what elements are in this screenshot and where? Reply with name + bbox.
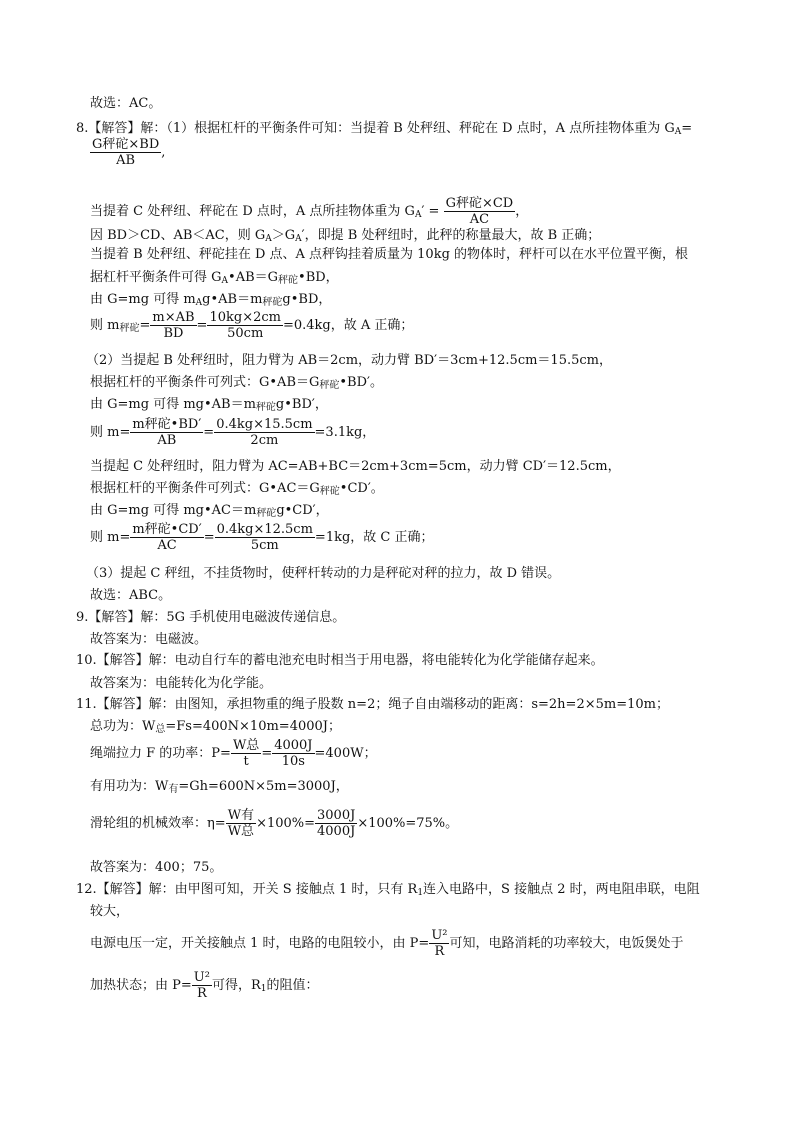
fraction <box>214 417 314 448</box>
text-span: 5cm <box>250 538 279 553</box>
text: 8.【解答】解：（1）根据杠杆的平衡条件可知：当提着 B 处秤纽、秤砣在 D 点时，A 点所挂物体重为 G <box>76 121 675 136</box>
formula-line <box>90 738 377 769</box>
text-line <box>90 459 621 475</box>
text-span: 由 G=mg 可得 mg•AC＝m <box>90 503 257 518</box>
text: ， <box>515 204 529 219</box>
text-span: 10.【解答】解：电动自行车的蓄电池充电时相当于用电器，将电能转化为化学能储存起来。 <box>76 653 604 668</box>
formula-line <box>90 417 375 448</box>
text-span: 10kg×2cm <box>209 310 281 325</box>
text: = <box>681 121 693 136</box>
text-span: 9.【解答】解：5G 手机使用电磁波传递信息。 <box>76 610 346 625</box>
text-span: U² <box>193 970 210 985</box>
text-span: 秤砣 <box>319 486 340 497</box>
text-span: AB <box>157 433 177 448</box>
text-span: W总 <box>232 738 260 753</box>
subscript: A <box>674 127 682 137</box>
denominator: AB <box>116 153 136 168</box>
fraction <box>226 808 256 839</box>
text: 当提着 C 处秤纽、秤砣在 D 点时，A 点所挂物体重为 G <box>90 204 415 219</box>
text-span: （2）当提起 B 处秤纽时，阻力臂为 AB＝2cm，动力臂 BD′＝3cm+12.5cm＝15.5cm， <box>86 353 612 368</box>
text-span: m秤砣•BD′ <box>132 417 202 432</box>
text-span: 则 m= <box>90 425 131 440</box>
text-span: •BD， <box>298 270 339 285</box>
text-line <box>76 610 345 626</box>
formula-line <box>90 196 528 227</box>
fraction <box>231 738 261 769</box>
text-span: =400W； <box>314 746 377 761</box>
denominator: AC <box>469 212 490 227</box>
text-span: m秤砣•CD′ <box>132 522 202 537</box>
text-span: = <box>203 425 215 440</box>
text-span: = <box>196 318 208 333</box>
text-span: ×100%= <box>256 816 316 831</box>
text-line <box>90 588 171 604</box>
text-span: 秤砣 <box>262 297 283 308</box>
text-span: 秤砣 <box>255 402 276 413</box>
text-span: U² <box>431 928 448 943</box>
text-span: =Fs=400N×10m=4000J； <box>165 719 341 734</box>
fraction <box>90 137 161 168</box>
text-span: g•AB＝m <box>202 292 263 307</box>
fraction <box>444 196 516 227</box>
text-span: 由 G=mg 可得 mg•AB＝m <box>90 397 256 412</box>
answer-line <box>90 96 161 112</box>
text-span: 0.4kg×12.5cm <box>216 522 313 537</box>
text-span: m×AB <box>152 310 195 325</box>
text-line <box>86 566 560 582</box>
text: 故选：AC。 <box>90 96 162 111</box>
text-span: g•BD′， <box>275 397 328 412</box>
fraction <box>130 417 203 448</box>
text-span: •CD′。 <box>339 481 384 496</box>
text-span: 4000J <box>317 824 356 839</box>
text-span: A <box>265 234 272 244</box>
text-span: 故答案为：电能转化为化学能。 <box>90 676 273 691</box>
text-line <box>90 228 600 247</box>
text-line <box>76 697 669 713</box>
text-span: 1 <box>260 984 267 994</box>
text-span: 则 m <box>90 318 120 333</box>
text-span: W有 <box>227 808 255 823</box>
text-span: 故答案为：400；75。 <box>90 860 223 875</box>
text: , <box>161 145 166 160</box>
text-span: 秤砣 <box>278 275 299 286</box>
text-line <box>90 632 207 648</box>
text-span: 有用功为：W <box>90 779 169 794</box>
text-span: AC <box>157 538 177 553</box>
fraction-line <box>90 137 165 168</box>
text-span: ′，即提 B 处秤纽时，此秤的称量最大，故 B 正确； <box>301 228 601 243</box>
text-line <box>90 503 329 522</box>
text-span: 有 <box>168 784 179 795</box>
text-line <box>90 719 341 738</box>
text-span: 可知，电路消耗的功率较大，电饭煲处于 <box>449 936 684 951</box>
text-span: 连入电路中，S 接触点 2 时，两电阻串联，电阻 <box>423 882 700 897</box>
text-line <box>90 860 222 876</box>
formula-line <box>90 970 319 1001</box>
text-line <box>76 653 604 669</box>
text-span: 2cm <box>250 433 279 448</box>
text-span: 较大， <box>90 904 130 919</box>
formula-line <box>90 522 434 553</box>
text-span: 由 G=mg 可得 m <box>90 292 196 307</box>
text-span: 秤砣 <box>119 323 140 334</box>
text-span: =3.1kg， <box>314 425 376 440</box>
text-span: t <box>243 754 249 769</box>
text-span: W总 <box>227 824 255 839</box>
q8-head <box>76 121 692 140</box>
text-span: BD <box>163 326 184 341</box>
text-span: 因 BD＞CD、AB＜AC，则 G <box>90 228 266 243</box>
text-line <box>90 481 384 500</box>
text-span: 据杠杆平衡条件可得 G <box>90 270 222 285</box>
text-span: A <box>295 234 302 244</box>
text-line <box>90 270 339 289</box>
text-span: 总 <box>155 724 166 735</box>
text-span: R <box>434 944 445 959</box>
text-span: •BD′。 <box>339 375 383 390</box>
formula-line <box>90 928 684 959</box>
text-span: g•CD′， <box>276 503 329 518</box>
fraction <box>272 738 314 769</box>
text-span: 故选：ABC。 <box>90 588 172 603</box>
fraction <box>192 970 212 1001</box>
text-span: A <box>195 298 203 308</box>
text-span: 0.4kg×15.5cm <box>216 417 313 432</box>
text-span: 电源电压一定，开关接触点 1 时，电路的电阻较小，由 P= <box>90 936 430 951</box>
text-span: = <box>203 530 215 545</box>
text-span: 绳端拉力 F 的功率：P= <box>90 746 231 761</box>
text: ′ = <box>421 204 440 219</box>
text-line <box>76 882 700 901</box>
fraction <box>130 522 203 553</box>
text-span: 50cm <box>227 326 264 341</box>
text-span: ×100%=75%。 <box>357 816 459 831</box>
text-line <box>90 247 688 263</box>
fraction <box>207 310 283 341</box>
text-span: 秤砣 <box>256 508 277 519</box>
text-span: 总功为：W <box>90 719 156 734</box>
text-line <box>90 292 331 311</box>
text-span: A <box>221 276 229 286</box>
text-line <box>90 397 328 416</box>
fraction <box>150 310 196 341</box>
text-span: 11.【解答】解：由图知，承担物重的绳子股数 n=2；绳子自由端移动的距离：s=2h=2×5m=10m； <box>76 697 669 712</box>
numerator: G秤砣×BD <box>92 137 160 152</box>
formula-line <box>90 808 458 839</box>
text-span: （3）提起 C 秤纽，不挂货物时，使秤杆转动的力是秤砣对秤的拉力，故 D 错误。 <box>86 566 561 581</box>
text-span: = <box>139 318 151 333</box>
fraction <box>215 522 315 553</box>
text-span: =1kg，故 C 正确； <box>314 530 434 545</box>
text-span: 滑轮组的机械效率：η= <box>90 816 226 831</box>
text-span: ＞G <box>271 228 296 243</box>
text-line <box>90 904 129 920</box>
text-span: 3000J <box>317 808 356 823</box>
text-span: 可得，R <box>211 978 261 993</box>
text-span: 加热状态；由 P= <box>90 978 192 993</box>
fraction <box>315 808 357 839</box>
formula-line <box>90 310 413 341</box>
text-span: 的阻值： <box>266 978 319 993</box>
text-span: g•BD， <box>282 292 332 307</box>
text-span: 1 <box>417 888 424 898</box>
text-span: =0.4kg，故 A 正确； <box>282 318 414 333</box>
text-span: =Gh=600N×5m=3000J， <box>178 779 349 794</box>
text-span: 10s <box>281 754 305 769</box>
numerator: G秤砣×CD <box>445 196 514 211</box>
text-span: 根据杠杆的平衡条件可列式：G•AC＝G <box>90 481 320 496</box>
text-span: 12.【解答】解：由甲图可知，开关 S 接触点 1 时，只有 R <box>76 882 418 897</box>
text-span: 则 m= <box>90 530 131 545</box>
text-line <box>86 353 612 369</box>
text-span: 故答案为：电磁波。 <box>90 632 208 647</box>
text-span: 当提着 B 处秤纽、秤砣挂在 D 点、A 点秤钩挂着质量为 10kg 的物体时，秤杆可以在水平位置平衡，根 <box>90 247 689 262</box>
subscript: A <box>414 210 422 220</box>
text-line <box>90 779 349 798</box>
text-span: 4000J <box>274 738 313 753</box>
fraction <box>429 928 449 959</box>
text-span: R <box>196 986 207 1001</box>
text-span: = <box>261 746 273 761</box>
text-span: 当提起 C 处秤纽时，阻力臂为 AC=AB+BC＝2cm+3cm=5cm，动力臂 CD′＝12.5cm， <box>90 459 621 474</box>
text-span: 根据杠杆的平衡条件可列式：G•AB＝G <box>90 375 320 390</box>
text-line <box>90 676 272 692</box>
text-span: 秤砣 <box>319 380 340 391</box>
text-span: •AB＝G <box>228 270 279 285</box>
text-line <box>90 375 383 394</box>
